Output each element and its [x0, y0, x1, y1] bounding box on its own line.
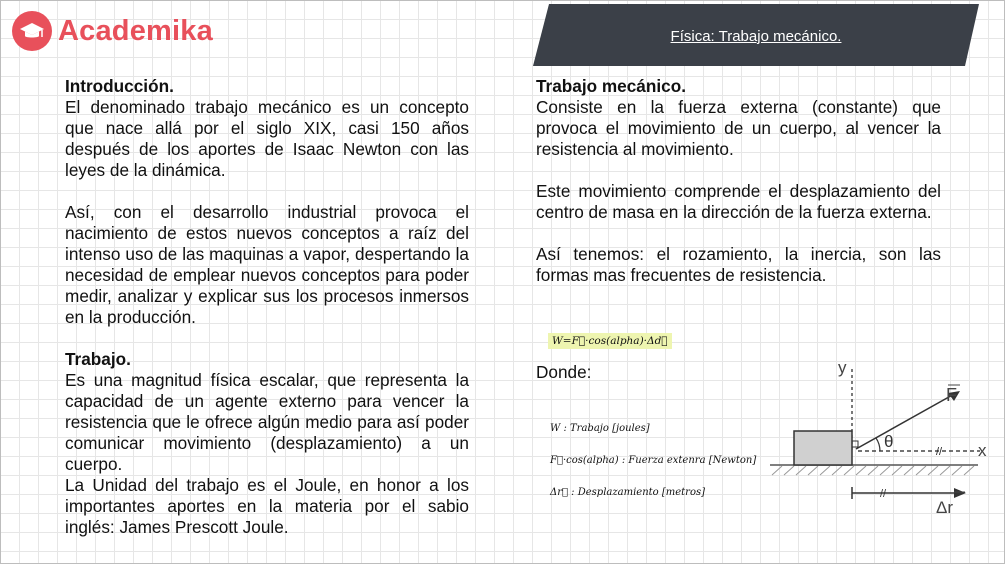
trabajo-mecanico-heading: Trabajo mecánico. — [536, 76, 686, 96]
trabajo-mecanico-paragraph-2: Este movimiento comprende el desplazamiento del centro de masa en la dirección de la fuerza externa. — [536, 181, 941, 222]
trabajo-paragraph-1: Es una magnitud física escalar, que representa la capacidad de un agente externo para vencer la resistencia que le ofrece algún medio para así poder comunicar movimiento (desplazamiento) a un cuerpo. — [65, 370, 469, 474]
svg-text://: // — [936, 446, 943, 458]
angle-label: θ — [884, 432, 894, 451]
trabajo-paragraph-2: La Unidad del trabajo es el Joule, en honor a los importantes aportes en la materia por el sabio inglés: James Prescott Joule. — [65, 475, 469, 537]
force-vector — [856, 393, 956, 449]
trabajo-heading: Trabajo. — [65, 349, 131, 369]
academika-logo[interactable] — [12, 11, 213, 51]
definitions-list — [550, 423, 756, 519]
trabajo-mecanico-paragraph-1: Consiste en la fuerza externa (constante) que provoca el movimiento de un cuerpo, al vencer la resistencia al movimiento. — [536, 97, 941, 159]
block-body — [794, 431, 852, 465]
graduation-cap-icon — [12, 11, 52, 51]
definition-displacement: Δr⃗ : Desplazamiento [metros] — [550, 487, 705, 498]
donde-label: Donde: — [536, 362, 592, 382]
title-banner — [533, 4, 979, 66]
intro-paragraph-2: Así, con el desarrollo industrial provoca el nacimiento de estos nuevos conceptos a raíz del intenso uso de las maquinas a vapor, despertando la necesidad de emplear nuevos conceptos para poder medir, analizar y explicar sus los procesos inmersos en la producción. — [65, 202, 469, 327]
intro-paragraph-1: El denominado trabajo mecánico es un concepto que nace allá por el siglo XIX, casi 150 años después de los aportes de Isaac Newton con las leyes de la dinámica. — [65, 97, 469, 180]
block-handle — [852, 441, 858, 447]
x-axis-label: x — [978, 441, 987, 460]
intro-heading: Introducción. — [65, 76, 174, 96]
angle-arc — [876, 438, 880, 451]
left-column — [65, 76, 469, 538]
ground-hatch — [772, 466, 974, 475]
banner-title: Física: Trabajo mecánico. — [670, 28, 842, 45]
right-column — [536, 76, 941, 286]
svg-text://: // — [880, 488, 887, 500]
force-label: F — [946, 385, 957, 405]
force-diagram — [768, 355, 996, 515]
trabajo-mecanico-paragraph-3: Así tenemos: el rozamiento, la inercia, son las formas mas frecuentes de resistencia. — [536, 244, 941, 285]
definition-force: F⃗·cos(alpha) : Fuerza extenra [Newton] — [550, 455, 757, 466]
y-axis-label: y — [838, 358, 847, 377]
work-formula: W=F⃗·cos(alpha)·Δd⃗ — [548, 333, 672, 349]
displacement-label: Δr — [936, 498, 954, 515]
brand-name: Academika — [58, 14, 213, 47]
definition-work: W : Trabajo [joules] — [550, 423, 650, 434]
